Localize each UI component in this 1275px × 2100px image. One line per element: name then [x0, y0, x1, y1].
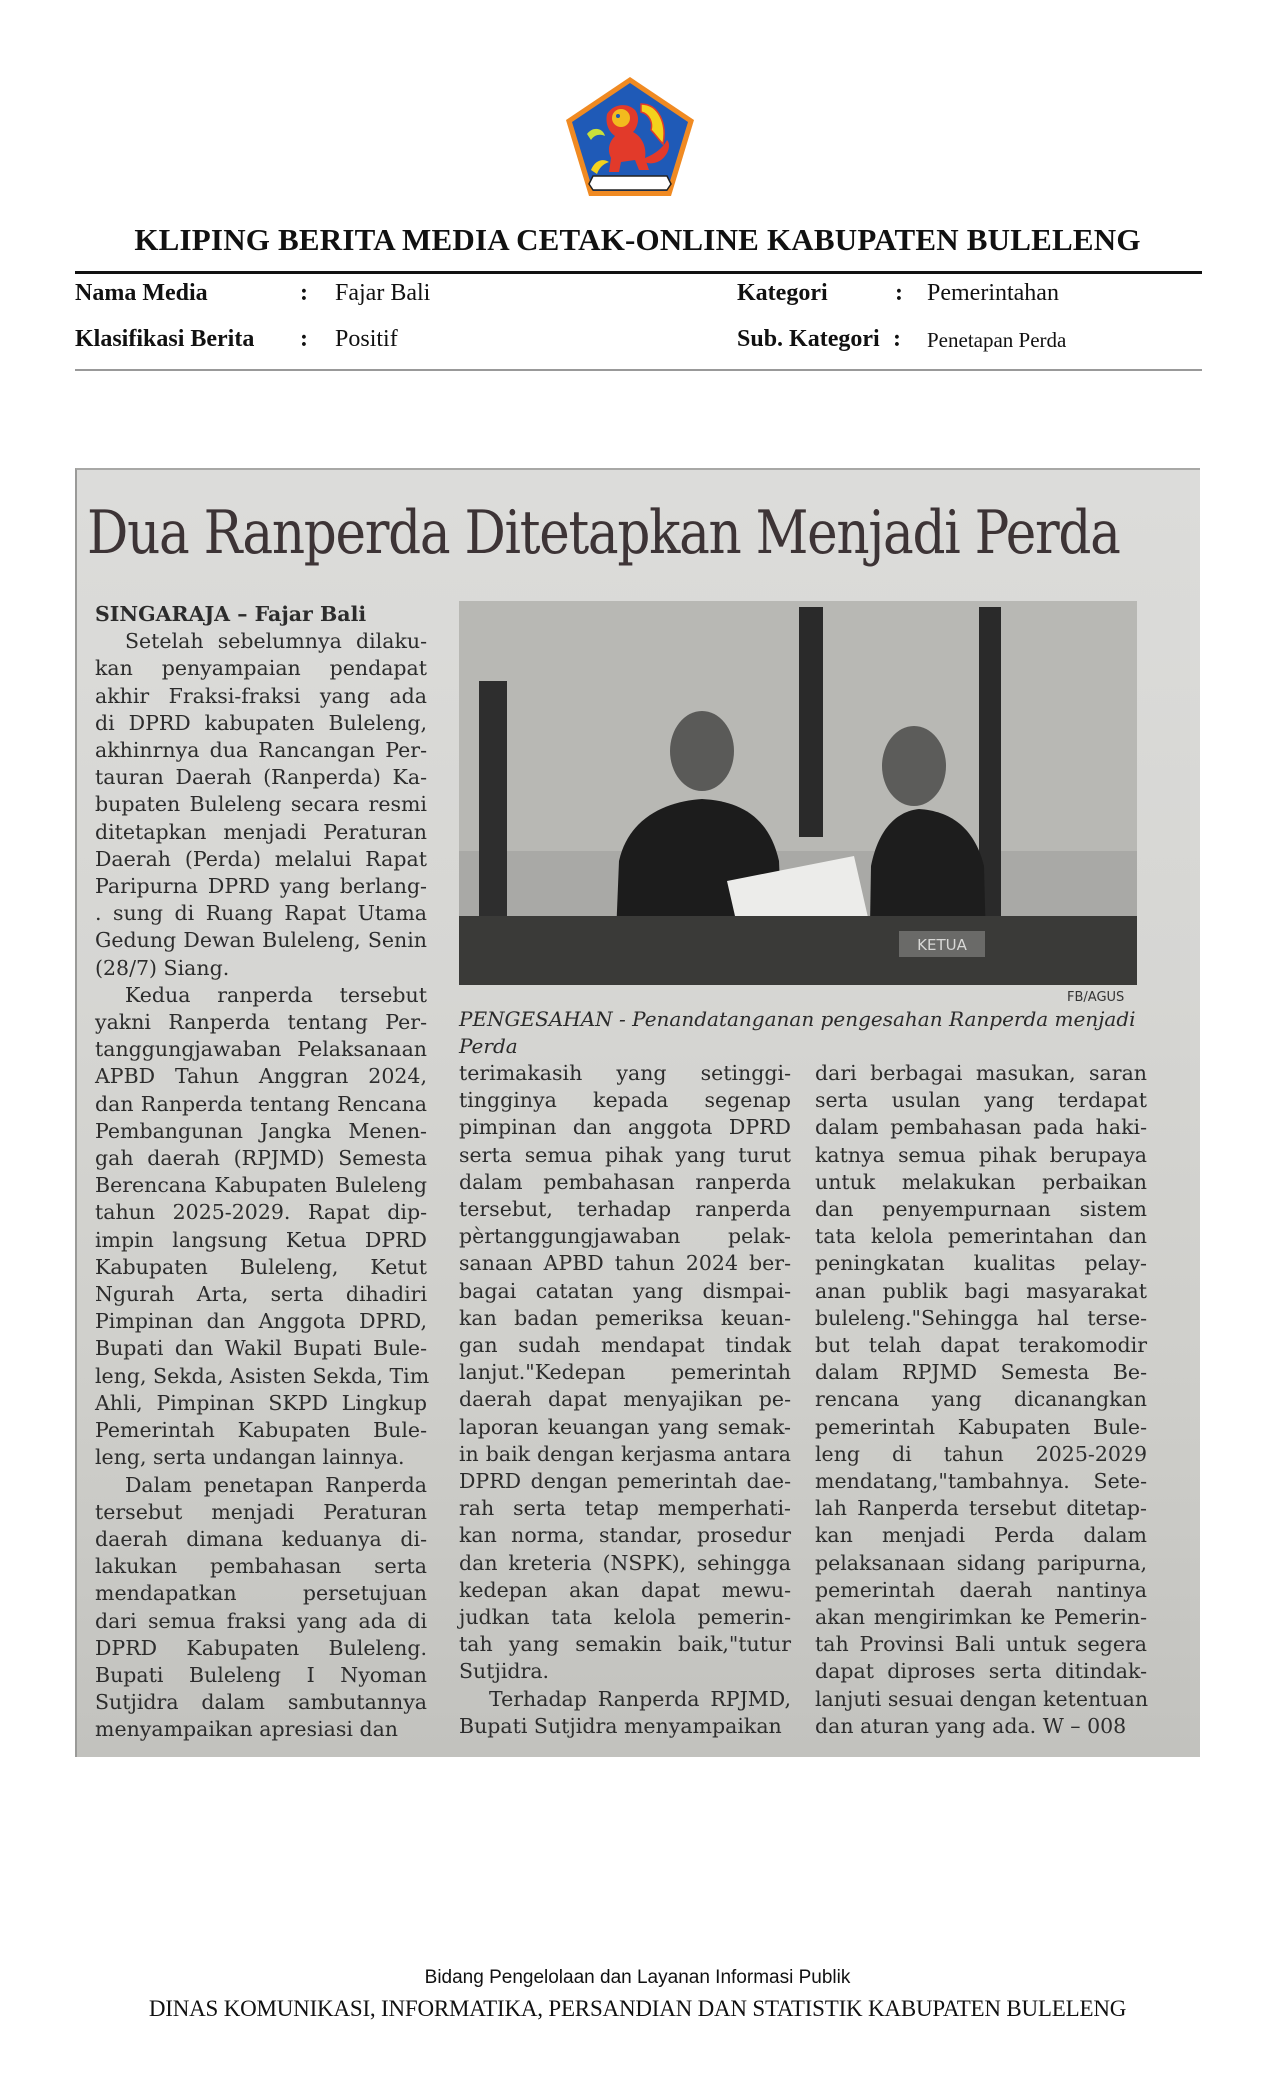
- classification-value: Positif: [335, 326, 398, 352]
- article-text-line: dalam pembahasan pada haki-: [815, 1115, 1147, 1140]
- article-text-line: dari berbagai masukan, saran: [815, 1061, 1147, 1085]
- article-text-line: Dalam penetapan Ranperda: [125, 1472, 427, 1497]
- article-text-line: kedepan akan dapat mewu-: [459, 1577, 791, 1602]
- article-text-line: pèrtanggungjawaban pelak-: [459, 1224, 791, 1249]
- article-text-line: lakukan pembahasan serta: [95, 1554, 427, 1579]
- article-text-line: serta usulan yang terdapat: [815, 1088, 1147, 1113]
- media-label: Nama Media: [75, 280, 208, 306]
- article-text-line: tah Provinsi Bali untuk segera: [815, 1632, 1147, 1657]
- subcategory-value: Penetapan Perda: [927, 328, 1067, 352]
- article-text-line: Pemerintah Kabupaten Bule-: [95, 1418, 427, 1443]
- article-text-line: . sung di Ruang Rapat Utama: [95, 901, 427, 926]
- article-text-line: tingginya kepada segenap: [459, 1088, 791, 1113]
- article-text-line: Pimpinan dan Anggota DPRD,: [95, 1309, 427, 1334]
- article-text-line: (28/7) Siang.: [95, 955, 230, 980]
- article-text-line: kan menjadi Perda dalam: [815, 1523, 1147, 1548]
- article-text-line: akan mengirimkan ke Pemerin-: [815, 1605, 1147, 1630]
- article-text-line: APBD Tahun Anggran 2024,: [95, 1064, 427, 1089]
- article-text-line: in baik dengan kerjasma antara: [459, 1441, 791, 1466]
- article-text-line: katnya semua pihak berupaya: [815, 1142, 1147, 1167]
- article-text-line: akhinrnya dua Rancangan Per-: [95, 738, 427, 763]
- article-text-line: kan norma, standar, prosedur: [459, 1523, 791, 1548]
- article-text-line: mendapatkan persetujuan: [95, 1581, 427, 1606]
- article-text-line: rencana yang dicanangkan: [815, 1387, 1147, 1412]
- article-text-line: laporan keuangan yang semak-: [459, 1414, 791, 1439]
- article-text-line: tauran Daerah (Ranperda) Ka-: [95, 765, 427, 790]
- article-column-2: [459, 1060, 791, 1740]
- article-text-line: menyampaikan apresiasi dan: [95, 1717, 398, 1742]
- article-text-line: Terhadap Ranperda RPJMD,: [489, 1686, 791, 1711]
- article-text-line: peningkatan kualitas pelay-: [815, 1251, 1147, 1276]
- meta-category-row: [737, 280, 1197, 310]
- article-text-line: dan penyempurnaan sistem: [815, 1197, 1147, 1222]
- article-text-line: yakni Ranperda tentang Per-: [95, 1010, 427, 1035]
- article-text-line: untuk melakukan perbaikan: [815, 1169, 1147, 1194]
- article-column-3: [815, 1060, 1147, 1740]
- article-column-1: [95, 601, 430, 1744]
- footer-office: DINAS KOMUNIKASI, INFORMATIKA, PERSANDIAN DAN STATISTIK KABUPATEN BULELENG: [148, 1996, 1127, 2021]
- article-text-line: but telah dapat terakomodir: [815, 1333, 1147, 1358]
- header-divider-bottom: [75, 369, 1202, 371]
- article-text-line: daerah dapat menyajikan pe-: [459, 1387, 791, 1412]
- document-title: KLIPING BERITA MEDIA CETAK-ONLINE KABUPATEN BULELENG: [134, 222, 1141, 257]
- signing-ceremony-photo-icon: [459, 601, 1137, 985]
- article-text-line: Pembangunan Jangka Menen-: [95, 1118, 427, 1143]
- article-text-line: Gedung Dewan Buleleng, Senin: [95, 928, 427, 953]
- article-text-line: tata kelola pemerintahan dan: [815, 1224, 1147, 1249]
- article-text-line: dalam RPJMD Semesta Be-: [815, 1360, 1147, 1385]
- article-text-line: di DPRD kabupaten Buleleng,: [95, 710, 427, 735]
- subcategory-label: Sub. Kategori: [737, 326, 880, 352]
- article-text-line: bagai catatan yang dismpai-: [459, 1278, 791, 1303]
- article-text-line: lanjuti sesuai dengan ketentuan: [815, 1686, 1149, 1711]
- caption-line-2: Perda: [459, 1034, 518, 1058]
- article-text-line: Kedua ranperda tersebut: [125, 982, 427, 1007]
- article-text-line: Daerah (Perda) melalui Rapat: [95, 846, 427, 871]
- category-value: Pemerintahan: [927, 280, 1059, 306]
- article-text-line: leng, Sekda, Asisten Sekda, Tim: [95, 1363, 430, 1388]
- article-text-line: impin langsung Ketua DPRD: [95, 1227, 427, 1252]
- article-text-line: dan kreteria (NSPK), sehingga: [459, 1550, 791, 1575]
- article-text-line: dari semua fraksi yang ada di: [95, 1608, 427, 1633]
- article-text-line: anan publik bagi masyarakat: [815, 1278, 1147, 1303]
- article-text-line: judkan tata kelola pemerin-: [459, 1605, 791, 1630]
- article-photo: [459, 601, 1137, 985]
- article-text-line: Berencana Kabupaten Buleleng: [95, 1173, 427, 1198]
- article-text-line: tah yang semakin baik,"tutur: [459, 1632, 791, 1657]
- article-text-line: lah Ranperda tersebut ditetap-: [815, 1496, 1147, 1521]
- subcategory-colon: :: [893, 326, 901, 352]
- article-text-line: leng di tahun 2025-2029: [815, 1441, 1147, 1466]
- article-text-line: daerah dimana keduanya di-: [95, 1526, 427, 1551]
- article-dateline: SINGARAJA – Fajar Bali: [95, 602, 367, 626]
- meta-media-row: [75, 280, 635, 310]
- article-text-line: serta semua pihak yang turut: [459, 1142, 791, 1167]
- article-text-line: pemerintah Kabupaten Bule-: [815, 1414, 1147, 1439]
- article-text-line: DPRD dengan pemerintah dae-: [459, 1469, 791, 1494]
- article-text-line: Ngurah Arta, serta dihadiri: [95, 1282, 427, 1307]
- media-colon: :: [300, 280, 308, 306]
- meta-subcategory-row: [737, 326, 1197, 356]
- article-text-line: tanggungjawaban Pelaksanaan: [95, 1037, 427, 1062]
- article-text-line: buleleng."Sehingga hal terse-: [815, 1305, 1147, 1330]
- article-text-line: tersebut, terhadap ranperda: [459, 1197, 791, 1222]
- article-text-line: Ahli, Pimpinan SKPD Lingkup: [95, 1390, 427, 1415]
- article-text-line: tahun 2025-2029. Rapat dip-: [95, 1200, 427, 1225]
- column-2-lines: [459, 1060, 791, 1740]
- article-text-line: dan aturan yang ada. W – 008: [815, 1713, 1127, 1738]
- article-text-line: terimakasih yang setinggi-: [459, 1061, 791, 1085]
- article-text-line: pemerintah daerah nantinya: [815, 1577, 1147, 1602]
- media-value: Fajar Bali: [335, 280, 431, 306]
- article-text-line: Bupati dan Wakil Bupati Bule-: [95, 1336, 427, 1361]
- photo-credit: FB/AGUS: [1067, 990, 1125, 1005]
- category-colon: :: [895, 280, 903, 306]
- classification-label: Klasifikasi Berita: [75, 326, 255, 352]
- article-text-line: pelaksanaan sidang paripurna,: [815, 1550, 1147, 1575]
- article-text-line: tersebut menjadi Peraturan: [95, 1499, 427, 1524]
- article-text-line: Paripurna DPRD yang berlang-: [95, 874, 427, 899]
- article-text-line: Sutjidra dalam sambutannya: [95, 1690, 427, 1715]
- article-text-line: Setelah sebelumnya dilaku-: [125, 629, 427, 654]
- column-1-lines: [95, 628, 430, 1743]
- article-text-line: gah daerah (RPJMD) Semesta: [95, 1146, 427, 1171]
- article-text-line: kan badan pemeriksa keuan-: [459, 1305, 791, 1330]
- article-headline: Dua Ranperda Ditetapkan Menjadi Perda: [87, 498, 1120, 568]
- article-text-line: DPRD Kabupaten Buleleng.: [95, 1635, 427, 1660]
- ketua-sign: KETUA: [917, 936, 967, 954]
- article-text-line: dan Ranperda tentang Rencana: [95, 1091, 427, 1116]
- article-text-line: bupaten Buleleng secara resmi: [95, 792, 427, 817]
- article-text-line: dapat diproses serta ditindak-: [815, 1659, 1147, 1684]
- article-text-line: lanjut."Kedepan pemerintah: [459, 1360, 791, 1385]
- article-text-line: akhir Fraksi-fraksi yang ada: [95, 683, 427, 708]
- article-text-line: Kabupaten Buleleng, Ketut: [95, 1254, 427, 1279]
- article-text-line: Bupati Sutjidra menyampaikan: [459, 1713, 782, 1738]
- photo-caption: [459, 1006, 1159, 1060]
- header-divider-top: [75, 271, 1202, 274]
- article-text-line: sanaan APBD tahun 2024 ber-: [459, 1251, 791, 1276]
- meta-classification-row: [75, 326, 635, 356]
- article-text-line: dalam pembahasan ranperda: [459, 1169, 791, 1194]
- classification-colon: :: [300, 326, 308, 352]
- article-text-line: mendatang,"tambahnya. Sete-: [815, 1469, 1147, 1494]
- article-text-line: gan sudah mendapat tindak: [459, 1333, 791, 1358]
- category-label: Kategori: [737, 280, 828, 306]
- article-text-line: kan penyampaian pendapat: [95, 656, 427, 681]
- article-text-line: Sutjidra.: [459, 1659, 550, 1684]
- article-text-line: rah serta tetap memperhati-: [459, 1496, 791, 1521]
- article-text-line: ditetapkan menjadi Peraturan: [95, 819, 427, 844]
- news-clipping: [75, 468, 1200, 1757]
- article-text-line: pimpinan dan anggota DPRD: [459, 1115, 791, 1140]
- article-text-line: Bupati Buleleng I Nyoman: [95, 1662, 427, 1687]
- singa-ambara-raja-emblem-icon: [563, 74, 697, 200]
- caption-line-1: PENGESAHAN - Penandatanganan pengesahan Ranperda menjadi: [459, 1007, 1136, 1031]
- column-3-lines: [815, 1060, 1147, 1740]
- footer-unit: Bidang Pengelolaan dan Layanan Informasi Publik: [424, 1967, 851, 1988]
- buleleng-regency-logo: [563, 74, 697, 200]
- article-text-line: leng, serta undangan lainnya.: [95, 1445, 405, 1470]
